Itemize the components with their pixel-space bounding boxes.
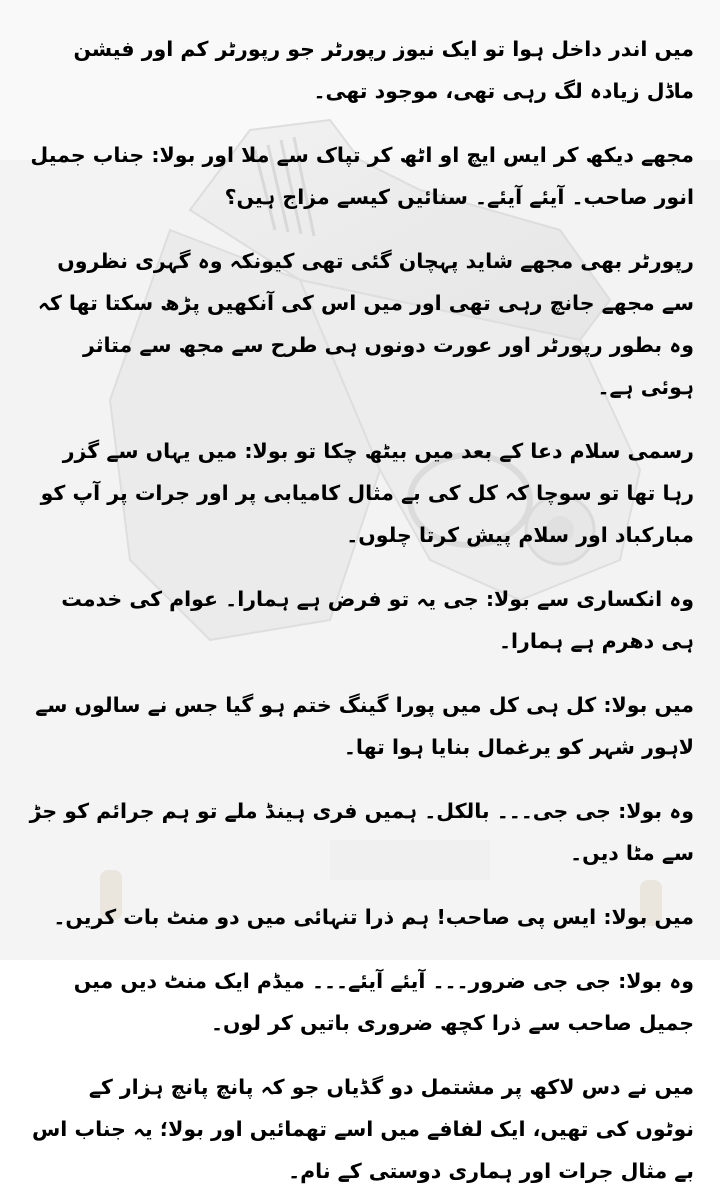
paragraph-3: رپورٹر بھی مجھے شاید پہچان گئی تھی کیونکہ وہ گہری نظروں سے مجھے جانچ رہی تھی اور میں اس کی آنکھیں پڑھ سکتا تھا کہ وہ بطور رپورٹر اور عورت دونوں ہی طرح سے مجھ سے متاثر ہوئی ہے۔ [37,249,694,399]
paragraph-1: میں اندر داخل ہوا تو ایک نیوز رپورٹر جو رپورٹر کم اور فیشن ماڈل زیادہ لگ رہی تھی، موجود تھی۔ [73,37,694,103]
paragraph-10: میں نے دس لاکھ پر مشتمل دو گڈیاں جو کہ پانچ پانچ ہزار کے نوٹوں کی تھیں، ایک لفافے میں اسے تھمائیں اور بولا؛ یہ جناب اس بے مثال جرات اور ہماری دوستی کے نام۔ [32,1075,694,1183]
paragraph-6: میں بولا: کل ہی کل میں پورا گینگ ختم ہو گیا جس نے سالوں سے لاہور شہر کو یرغمال بنایا ہوا تھا۔ [35,693,694,759]
paragraph-8: میں بولا: ایس پی صاحب! ہم ذرا تنہائی میں دو منٹ بات کریں۔ [53,905,694,929]
paragraph-7: وہ بولا: جی جی۔۔۔ بالکل۔ ہمیں فری ہینڈ ملے تو ہم جرائم کو جڑ سے مٹا دیں۔ [29,799,694,865]
paragraph-9: وہ بولا: جی جی ضرور۔۔۔ آیئے آیئے۔۔۔ میڈم ایک منٹ دیں میں جمیل صاحب سے ذرا کچھ ضروری باتیں کر لوں۔ [73,969,694,1035]
paragraph-4: رسمی سلام دعا کے بعد میں بیٹھ چکا تو بولا: میں یہاں سے گزر رہا تھا تو سوچا کہ کل کی بے مثال کامیابی پر اور جرات پر آپ کو مبارکباد اور سلام پیش کرتا چلوں۔ [40,439,694,547]
paragraph-5: وہ انکساری سے بولا: جی یہ تو فرض ہے ہمارا۔ عوام کی خدمت ہی دھرم ہے ہمارا۔ [61,587,694,653]
paragraph-2: مجھے دیکھ کر ایس ایچ او اٹھ کر تپاک سے ملا اور بولا: جناب جمیل انور صاحب۔ آیئے آیئے۔ سنائیں کیسے مزاج ہیں؟ [30,143,694,209]
